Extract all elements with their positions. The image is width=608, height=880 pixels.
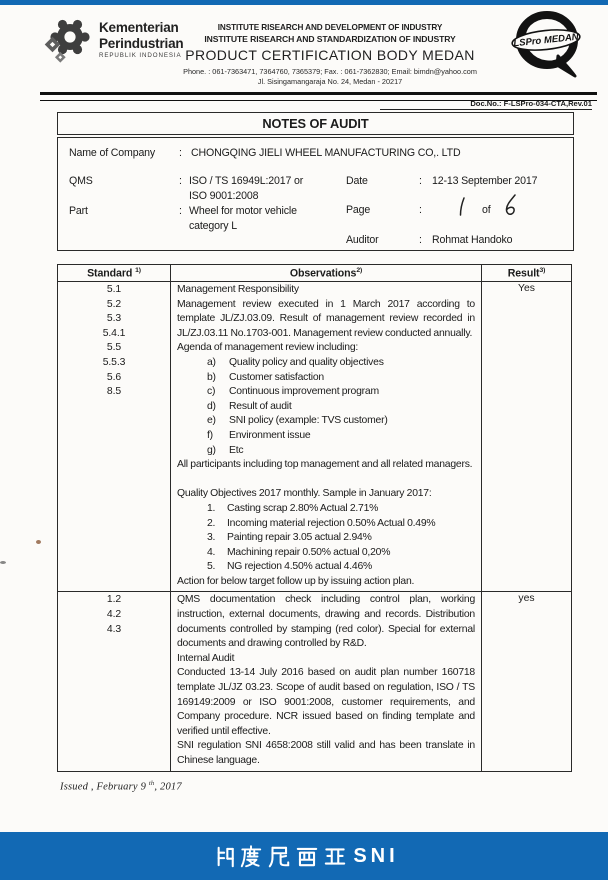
- handwritten-page-number: [456, 196, 468, 221]
- qms-label: QMS: [69, 175, 93, 187]
- lspro-medan-logo: [499, 10, 597, 87]
- colon: :: [419, 234, 422, 246]
- column-header-standard: Standard $^{1)}$: [58, 265, 171, 282]
- letterhead: [160, 23, 500, 86]
- cjk-char-ya: [322, 843, 348, 870]
- page-title: NOTES OF AUDIT: [57, 112, 574, 135]
- result-cell: yes: [482, 592, 572, 771]
- ministry-gear-icon: [44, 15, 94, 67]
- company-value: CHONGQING JIELI WHEEL MANUFACTURING CO,. LTD: [191, 147, 461, 159]
- certification-body-name: PRODUCT CERTIFICATION BODY MEDAN: [185, 47, 475, 63]
- qms-value-line2: ISO 9001:2008: [189, 190, 259, 202]
- contact-line: Phone. : 061-7363471, 7364760, 7365379; Fax. : 061-7362830; Email: bimdn@yahoo.com: [183, 67, 477, 76]
- company-label: Name of Company: [69, 147, 156, 159]
- auditor-value: Rohmat Handoko: [432, 234, 513, 246]
- part-value-line1: Wheel for motor vehicle: [189, 205, 297, 217]
- colon: :: [419, 175, 422, 187]
- date-label: Date: [346, 175, 368, 187]
- standard-clauses: 1.2 4.2 4.3: [58, 592, 171, 771]
- colon: :: [179, 175, 182, 187]
- institute-line1: INSTITUTE RISEARCH AND DEVELOPMENT OF INDUSTRY: [217, 23, 443, 32]
- page-of-label: of: [482, 204, 491, 216]
- table-row: [58, 592, 572, 771]
- date-value: 12-13 September 2017: [432, 175, 538, 187]
- standard-clauses: 5.1 5.2 5.3 5.4.1 5.5 5.5.3 5.6 8.5: [58, 282, 171, 592]
- cjk-char-ni: [266, 843, 292, 870]
- qms-value-line1: ISO / TS 16949L:2017 or: [189, 175, 304, 187]
- column-header-result: Result$^{3)}$: [482, 265, 572, 282]
- ministry-name-line3: REPUBLIK INDONESIA: [99, 52, 182, 59]
- colon: :: [419, 204, 422, 216]
- issued-date-line: Issued , February 9 $^{th}$, 2017: [60, 780, 182, 793]
- colon: :: [179, 205, 182, 217]
- auditor-label: Auditor: [346, 234, 379, 246]
- audit-info-box: [57, 137, 574, 251]
- colon: :: [179, 147, 182, 159]
- institute-line2: INSTITUTE RISEARCH AND STANDARDIZATION OF INDUSTRY: [204, 34, 456, 44]
- handwritten-page-total: [502, 193, 518, 222]
- scan-speck: [0, 561, 6, 564]
- ministry-name-line2: Perindustrian: [99, 35, 184, 51]
- doc-number: Doc.No.: F-LSPro-034-CTA,Rev.01: [380, 99, 592, 110]
- sni-banner: [0, 832, 608, 880]
- cjk-char-du: [238, 843, 264, 870]
- table-row: [58, 282, 572, 592]
- cjk-char-yin: [210, 843, 236, 870]
- part-label: Part: [69, 205, 88, 217]
- address-line: Jl. Sisingamangaraja No. 24, Medan - 20217: [257, 77, 403, 86]
- banner-sni-text: SNI: [353, 844, 399, 867]
- page-label: Page: [346, 204, 371, 216]
- column-header-observations: Observations$^{2)}$: [171, 265, 482, 282]
- cjk-char-xi: [294, 843, 320, 870]
- lspro-logo-text: LSPro MEDAN: [512, 31, 580, 50]
- observations-cell: QMS documentation check including control plan, working instruction, external documents, drawing and records. Distribution documents controlled by stamping (red color). Special for external documents and drawing controlled by R&D. Internal Audit Conducted 13-14 July 2016 based on audit plan number 160718 template JL/JZ 03.23. Scope of audit based on regulation, ISO / TS 169149:2009 or ISO 9001:2008, customer requirements, and Company procedure. NCR issued based on finding template and verified until effective. SNI regulation SNI 4658:2008 still valid and has been translate in Chinese language.: [171, 592, 482, 771]
- ministry-name-line1: Kementerian: [99, 20, 179, 35]
- audit-table: [57, 264, 574, 772]
- scan-speck: [36, 540, 41, 544]
- top-blue-strip: [0, 0, 608, 5]
- result-cell: Yes: [482, 282, 572, 592]
- observations-cell: Management Responsibility Management review executed in 1 March 2017 according to template JL/ZJ.03.09. Result of management review recorded in JL/ZJ.03.11 No.1703-001. Management review conducted annually. Agenda of management review including: a) Quality policy and quality objectives b) Customer satisfaction c) Continuous improvement program d) Result of audit e) SNI policy (example: TVS customer) f) Environment issue g) Etc All participants including top management and all related managers. Quality Objectives 2017 monthly. Sample in January 2017: 1. Casting scrap 2.80% Actual 2.71% 2. Incoming material rejection 0.50% Actual 0.49% 3. Painting repair 3.05 actual 2.94% 4. Machining repair 0.50% actual 0,20% 5. NG rejection 4.50% actual 4.46% Action for below target follow up by issuing action plan.: [171, 282, 482, 592]
- part-value-line2: category L: [189, 220, 237, 232]
- table-header-row: [58, 265, 572, 282]
